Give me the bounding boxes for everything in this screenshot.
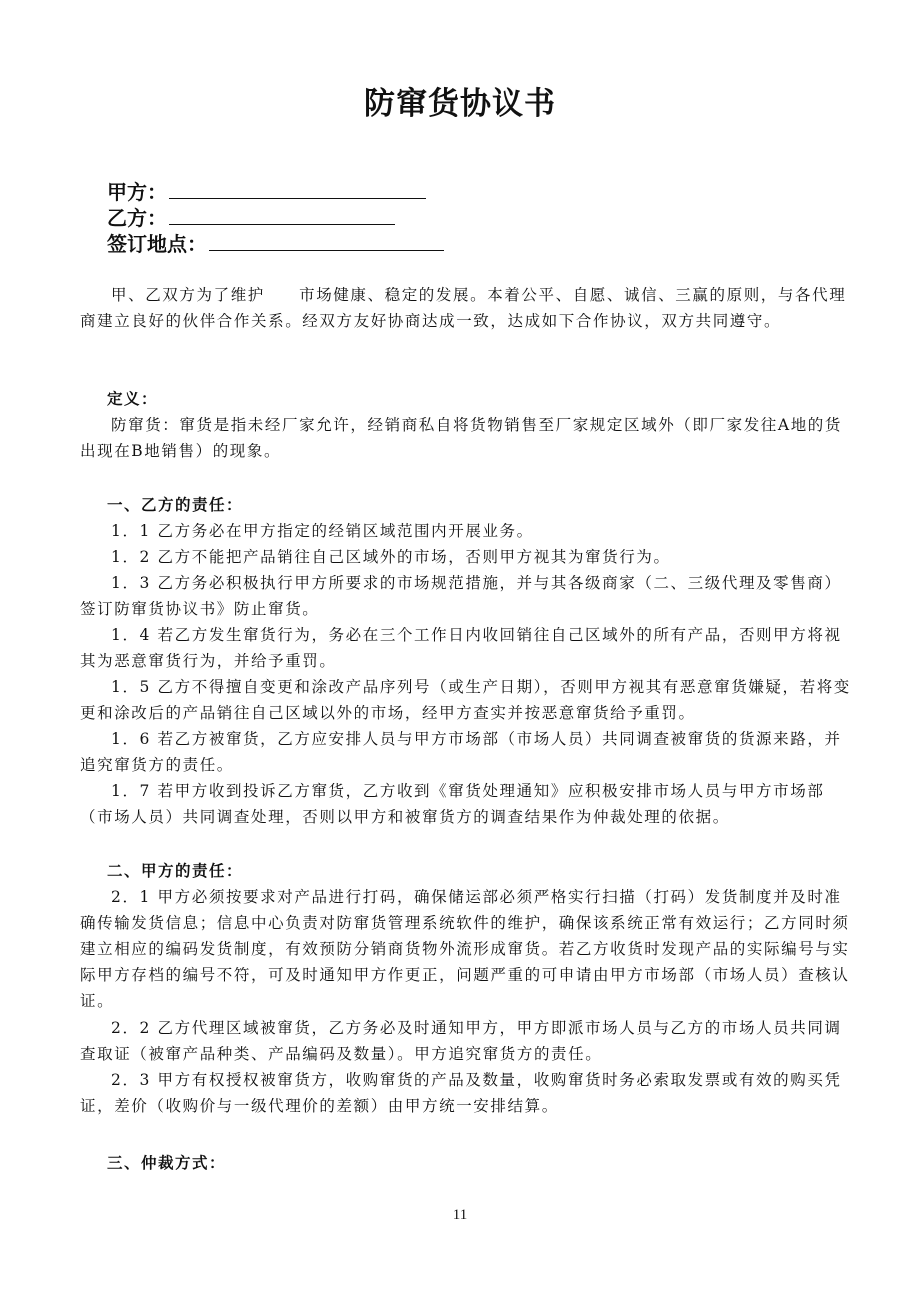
section2-item: 2．1 甲方必须按要求对产品进行打码，确保储运部必须严格实行扫描（打码）发货制度并及时准确传输发货信息；信息中心负责对防窜货管理系统软件的维护，确保该系统正常有效运行；乙方同时须建立相应的编码发货制度，有效预防分销商货物外流形成窜货。若乙方收货时发现产品的实际编号与实际甲方存档的编号不符，可及时通知甲方作更正，问题严重的可申请由甲方市场部（市场人员）查核认证。	[80, 888, 850, 1010]
section1-item: 1．3 乙方务必积极执行甲方所要求的市场规范措施，并与其各级商家（二、三级代理及零售商）签订防窜货协议书》防止窜货。	[80, 574, 842, 618]
page-number: 11	[452, 1207, 468, 1223]
location-label: 签订地点：	[107, 232, 207, 256]
section2-heading: 二、甲方的责任：	[107, 861, 244, 880]
section1-heading: 一、乙方的责任：	[107, 495, 244, 514]
location-blank	[209, 230, 444, 251]
section2-item: 2．3 甲方有权授权被窜货方，收购窜货的产品及数量，收购窜货时务必索取发票或有效的购买凭证，差价（收购价与一级代理价的差额）由甲方统一安排结算。	[80, 1071, 842, 1115]
section1-item: 1．5 乙方不得擅自变更和涂改产品序列号（或生产日期），否则甲方视其有恶意窜货嫌疑，若将变更和涂改后的产品销往自己区域以外的市场，经甲方查实并按恶意窜货给予重罚。	[80, 678, 851, 722]
location-line	[107, 230, 444, 257]
party-b-line	[107, 204, 395, 231]
section3-heading: 三、仲裁方式：	[107, 1153, 227, 1172]
party-a-line	[107, 178, 426, 205]
section1-item: 1．4 若乙方发生窜货行为，务必在三个工作日内收回销往自己区域外的所有产品，否则甲方将视其为恶意窜货行为，并给予重罚。	[80, 626, 842, 670]
intro-paragraph: 甲、乙双方为了维护 市场健康、稳定的发展。本着公平、自愿、诚信、三赢的原则，与各代理商建立良好的伙伴合作关系。经双方友好协商达成一致，达成如下合作协议，双方共同遵守。	[80, 286, 847, 330]
section1-item: 1．2 乙方不能把产品销往自己区域外的市场，否则甲方视其为窜货行为。	[111, 548, 671, 566]
definition-paragraph: 防窜货：窜货是指未经厂家允许，经销商私自将货物销售至厂家规定区域外（即厂家发往A地的货出现在B地销售）的现象。	[80, 416, 842, 460]
section1-item: 1．1 乙方务必在甲方指定的经销区域范围内开展业务。	[111, 522, 534, 540]
party-b-label: 乙方：	[107, 206, 167, 230]
party-a-blank	[169, 178, 426, 199]
section2-item: 2．2 乙方代理区域被窜货，乙方务必及时通知甲方，甲方即派市场人员与乙方的市场人员共同调查取证（被窜产品种类、产品编码及数量）。甲方追究窜货方的责任。	[80, 1019, 842, 1063]
party-b-blank	[169, 204, 395, 225]
section1-item: 1．6 若乙方被窜货，乙方应安排人员与甲方市场部（市场人员）共同调查被窜货的货源来路，并追究窜货方的责任。	[80, 730, 842, 774]
document-title: 防窜货协议书	[364, 86, 556, 122]
section1-item: 1．7 若甲方收到投诉乙方窜货，乙方收到《窜货处理通知》应积极安排市场人员与甲方市场部（市场人员）共同调查处理，否则以甲方和被窜货方的调查结果作为仲裁处理的依据。	[80, 782, 825, 826]
party-a-label: 甲方：	[107, 180, 167, 204]
definition-heading: 定义：	[107, 389, 159, 408]
